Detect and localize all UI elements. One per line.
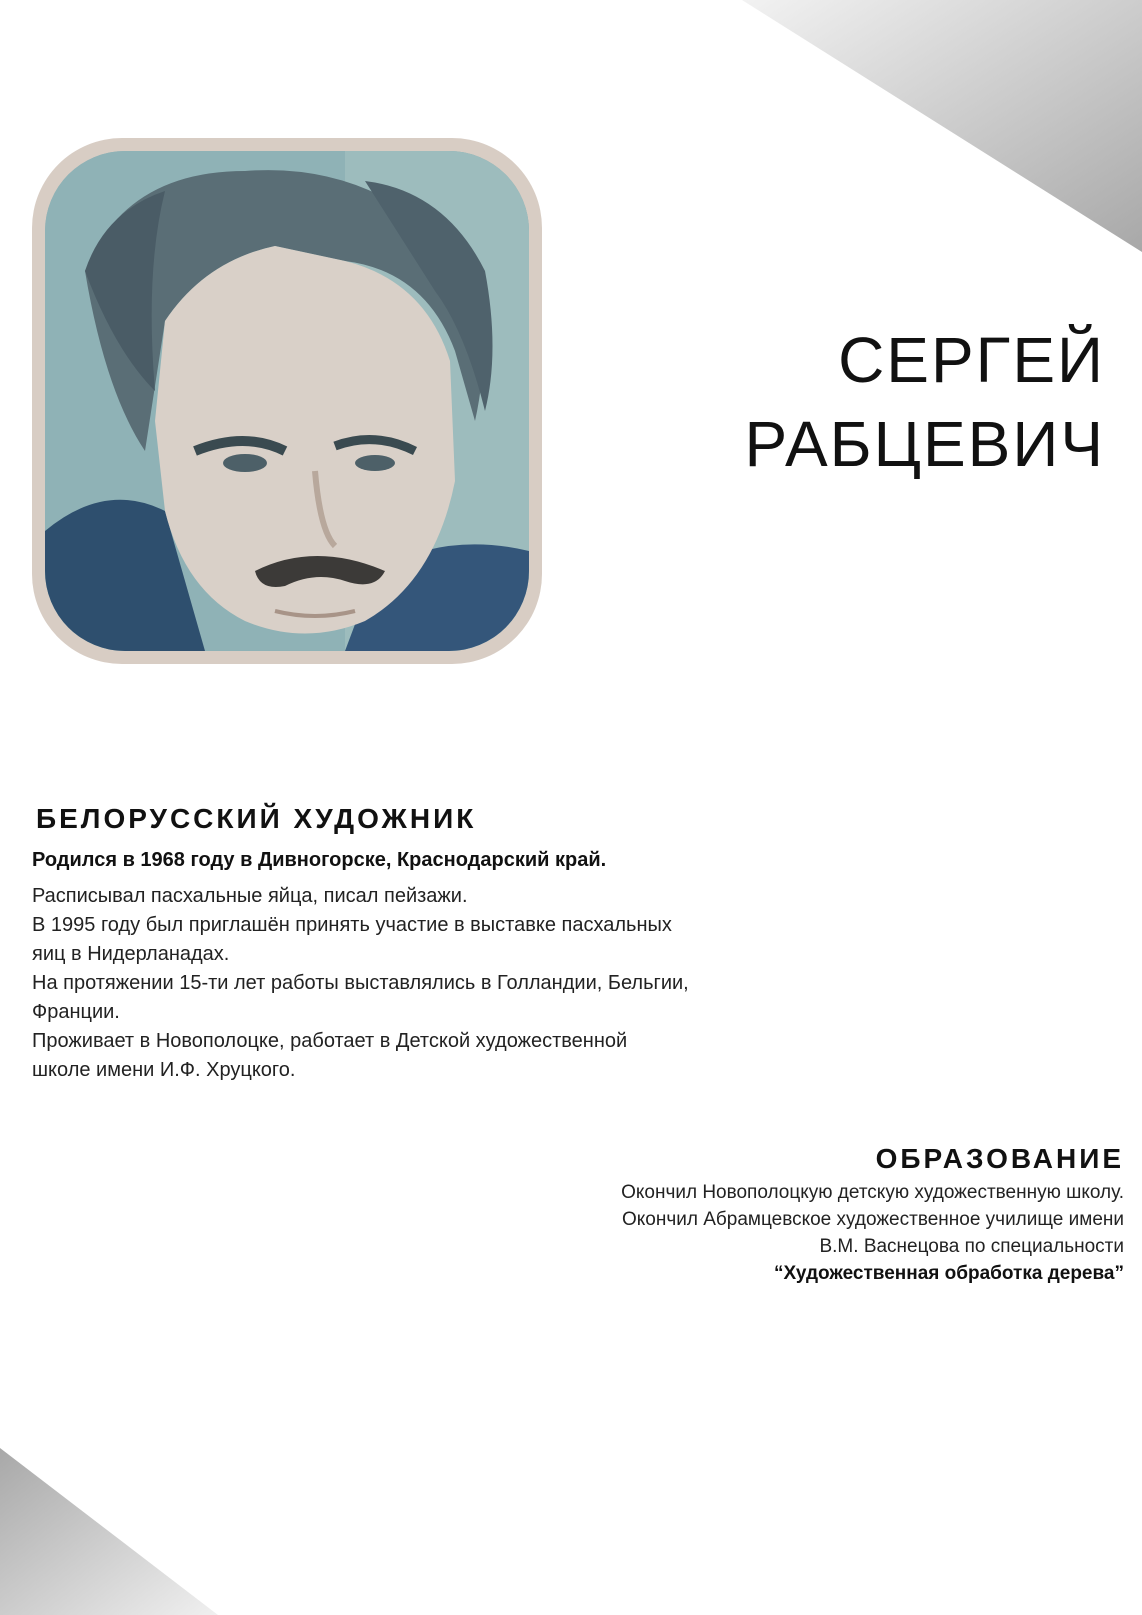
education-line: Окончил Абрамцевское художественное училище имени [621,1209,1124,1230]
education-details [621,1179,1124,1287]
bio-line: В 1995 году был приглашён принять участие в выставке пасхальных [32,914,672,936]
artist-title: БЕЛОРУССКИЙ ХУДОЖНИК [36,803,477,834]
biography [32,882,772,1085]
portrait-icon [45,151,529,651]
bio-line: На протяжении 15-ти лет работы выставлялись в Голландии, Бельгии, [32,972,689,994]
bio-line: школе имени И.Ф. Хруцкого. [32,1059,296,1081]
artist-last-name: РАБЦЕВИЧ [744,408,1105,480]
bio-line: Проживает в Новополоцке, работает в Детской художественной [32,1030,628,1052]
artist-first-name: СЕРГЕЙ [838,324,1105,396]
education-line: Окончил Новополоцкую детскую художественную школу. [621,1182,1124,1203]
bio-line: яиц в Нидерланадах. [32,943,230,965]
education-specialty: “Художественная обработка дерева” [773,1263,1124,1284]
artist-name [745,318,1105,486]
bottom-left-triangle [0,1448,218,1615]
top-right-triangle [742,0,1142,252]
birth-info: Родился в 1968 году в Дивногорске, Краснодарский край. [32,849,607,871]
bio-line: Расписывал пасхальные яйца, писал пейзажи. [32,885,468,907]
education-line: В.М. Васнецова по специальности [819,1236,1124,1257]
portrait-frame [32,138,542,664]
bio-line: Франции. [32,1001,120,1023]
education-heading: ОБРАЗОВАНИЕ [875,1143,1124,1174]
portrait-photo [45,151,529,651]
